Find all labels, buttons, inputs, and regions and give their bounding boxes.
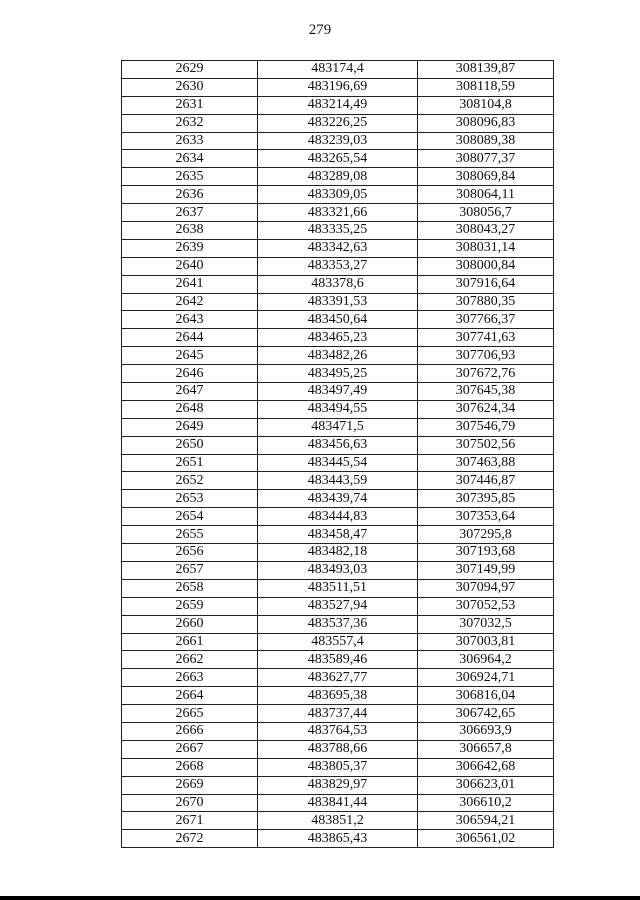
table-row <box>122 204 554 222</box>
x-coordinate-cell: 483335,25 <box>258 222 418 240</box>
x-coordinate-cell: 483265,54 <box>258 150 418 168</box>
table-row <box>122 365 554 383</box>
table-row <box>122 186 554 204</box>
point-number-cell: 2638 <box>122 222 258 240</box>
y-coordinate-cell: 307880,35 <box>418 293 554 311</box>
table-row <box>122 669 554 687</box>
x-coordinate-cell: 483557,4 <box>258 633 418 651</box>
y-coordinate-cell: 306623,01 <box>418 776 554 794</box>
x-coordinate-cell: 483226,25 <box>258 114 418 132</box>
y-coordinate-cell: 307546,79 <box>418 418 554 436</box>
y-coordinate-cell: 306642,68 <box>418 758 554 776</box>
table-row <box>122 758 554 776</box>
x-coordinate-cell: 483289,08 <box>258 168 418 186</box>
y-coordinate-cell: 306924,71 <box>418 669 554 687</box>
y-coordinate-cell: 306561,02 <box>418 830 554 848</box>
x-coordinate-cell: 483239,03 <box>258 132 418 150</box>
point-number-cell: 2647 <box>122 383 258 401</box>
table-row <box>122 347 554 365</box>
point-number-cell: 2649 <box>122 418 258 436</box>
table-row <box>122 526 554 544</box>
point-number-cell: 2672 <box>122 830 258 848</box>
y-coordinate-cell: 306610,2 <box>418 794 554 812</box>
table-row <box>122 61 554 79</box>
x-coordinate-cell: 483493,03 <box>258 561 418 579</box>
point-number-cell: 2669 <box>122 776 258 794</box>
x-coordinate-cell: 483865,43 <box>258 830 418 848</box>
table-row <box>122 418 554 436</box>
point-number-cell: 2644 <box>122 329 258 347</box>
table-row <box>122 436 554 454</box>
table-row <box>122 490 554 508</box>
y-coordinate-cell: 307003,81 <box>418 633 554 651</box>
point-number-cell: 2668 <box>122 758 258 776</box>
point-number-cell: 2645 <box>122 347 258 365</box>
y-coordinate-cell: 308064,11 <box>418 186 554 204</box>
table-row <box>122 597 554 615</box>
point-number-cell: 2657 <box>122 561 258 579</box>
x-coordinate-cell: 483196,69 <box>258 78 418 96</box>
y-coordinate-cell: 308104,8 <box>418 96 554 114</box>
x-coordinate-cell: 483788,66 <box>258 740 418 758</box>
x-coordinate-cell: 483737,44 <box>258 705 418 723</box>
point-number-cell: 2658 <box>122 579 258 597</box>
scan-bottom-edge <box>0 896 640 900</box>
x-coordinate-cell: 483851,2 <box>258 812 418 830</box>
y-coordinate-cell: 308089,38 <box>418 132 554 150</box>
y-coordinate-cell: 307295,8 <box>418 526 554 544</box>
x-coordinate-cell: 483391,53 <box>258 293 418 311</box>
x-coordinate-cell: 483482,26 <box>258 347 418 365</box>
point-number-cell: 2636 <box>122 186 258 204</box>
point-number-cell: 2670 <box>122 794 258 812</box>
y-coordinate-cell: 308139,87 <box>418 61 554 79</box>
point-number-cell: 2650 <box>122 436 258 454</box>
y-coordinate-cell: 307645,38 <box>418 383 554 401</box>
table-row <box>122 794 554 812</box>
table-row <box>122 114 554 132</box>
y-coordinate-cell: 308069,84 <box>418 168 554 186</box>
point-number-cell: 2651 <box>122 454 258 472</box>
point-number-cell: 2665 <box>122 705 258 723</box>
x-coordinate-cell: 483527,94 <box>258 597 418 615</box>
x-coordinate-cell: 483482,18 <box>258 544 418 562</box>
x-coordinate-cell: 483511,51 <box>258 579 418 597</box>
point-number-cell: 2635 <box>122 168 258 186</box>
x-coordinate-cell: 483309,05 <box>258 186 418 204</box>
point-number-cell: 2656 <box>122 544 258 562</box>
y-coordinate-cell: 307672,76 <box>418 365 554 383</box>
point-number-cell: 2646 <box>122 365 258 383</box>
x-coordinate-cell: 483214,49 <box>258 96 418 114</box>
x-coordinate-cell: 483353,27 <box>258 257 418 275</box>
y-coordinate-cell: 308118,59 <box>418 78 554 96</box>
table-row <box>122 257 554 275</box>
point-number-cell: 2671 <box>122 812 258 830</box>
point-number-cell: 2643 <box>122 311 258 329</box>
y-coordinate-cell: 307052,53 <box>418 597 554 615</box>
y-coordinate-cell: 307741,63 <box>418 329 554 347</box>
point-number-cell: 2637 <box>122 204 258 222</box>
table-row <box>122 687 554 705</box>
page-number: 279 <box>308 22 332 38</box>
point-number-cell: 2653 <box>122 490 258 508</box>
point-number-cell: 2661 <box>122 633 258 651</box>
y-coordinate-cell: 307446,87 <box>418 472 554 490</box>
x-coordinate-cell: 483444,83 <box>258 508 418 526</box>
y-coordinate-cell: 306742,65 <box>418 705 554 723</box>
table-body <box>122 61 554 848</box>
point-number-cell: 2642 <box>122 293 258 311</box>
y-coordinate-cell: 306657,8 <box>418 740 554 758</box>
table-row <box>122 275 554 293</box>
y-coordinate-cell: 306594,21 <box>418 812 554 830</box>
y-coordinate-cell: 307395,85 <box>418 490 554 508</box>
x-coordinate-cell: 483627,77 <box>258 669 418 687</box>
y-coordinate-cell: 306816,04 <box>418 687 554 705</box>
table-row <box>122 239 554 257</box>
point-number-cell: 2666 <box>122 722 258 740</box>
x-coordinate-cell: 483537,36 <box>258 615 418 633</box>
point-number-cell: 2640 <box>122 257 258 275</box>
y-coordinate-cell: 307463,88 <box>418 454 554 472</box>
table-row <box>122 633 554 651</box>
y-coordinate-cell: 307624,34 <box>418 400 554 418</box>
x-coordinate-cell: 483378,6 <box>258 275 418 293</box>
point-number-cell: 2633 <box>122 132 258 150</box>
y-coordinate-cell: 308043,27 <box>418 222 554 240</box>
point-number-cell: 2659 <box>122 597 258 615</box>
point-number-cell: 2652 <box>122 472 258 490</box>
y-coordinate-cell: 308056,7 <box>418 204 554 222</box>
y-coordinate-cell: 308077,37 <box>418 150 554 168</box>
table-row <box>122 150 554 168</box>
point-number-cell: 2660 <box>122 615 258 633</box>
x-coordinate-cell: 483805,37 <box>258 758 418 776</box>
table-row <box>122 329 554 347</box>
table-row <box>122 222 554 240</box>
table-row <box>122 454 554 472</box>
x-coordinate-cell: 483445,54 <box>258 454 418 472</box>
y-coordinate-cell: 307766,37 <box>418 311 554 329</box>
table-row <box>122 776 554 794</box>
point-number-cell: 2631 <box>122 96 258 114</box>
x-coordinate-cell: 483494,55 <box>258 400 418 418</box>
x-coordinate-cell: 483321,66 <box>258 204 418 222</box>
table-row <box>122 78 554 96</box>
y-coordinate-cell: 308000,84 <box>418 257 554 275</box>
point-number-cell: 2654 <box>122 508 258 526</box>
x-coordinate-cell: 483841,44 <box>258 794 418 812</box>
y-coordinate-cell: 307353,64 <box>418 508 554 526</box>
x-coordinate-cell: 483829,97 <box>258 776 418 794</box>
point-number-cell: 2662 <box>122 651 258 669</box>
y-coordinate-cell: 307193,68 <box>418 544 554 562</box>
table-row <box>122 615 554 633</box>
table-row <box>122 472 554 490</box>
table-row <box>122 812 554 830</box>
table-row <box>122 651 554 669</box>
y-coordinate-cell: 306964,2 <box>418 651 554 669</box>
x-coordinate-cell: 483439,74 <box>258 490 418 508</box>
x-coordinate-cell: 483465,23 <box>258 329 418 347</box>
x-coordinate-cell: 483695,38 <box>258 687 418 705</box>
y-coordinate-cell: 308031,14 <box>418 239 554 257</box>
point-number-cell: 2667 <box>122 740 258 758</box>
point-number-cell: 2629 <box>122 61 258 79</box>
table-row <box>122 579 554 597</box>
x-coordinate-cell: 483456,63 <box>258 436 418 454</box>
x-coordinate-cell: 483589,46 <box>258 651 418 669</box>
y-coordinate-cell: 306693,9 <box>418 722 554 740</box>
point-number-cell: 2648 <box>122 400 258 418</box>
table-row <box>122 740 554 758</box>
x-coordinate-cell: 483174,4 <box>258 61 418 79</box>
coordinates-table <box>121 60 554 848</box>
point-number-cell: 2634 <box>122 150 258 168</box>
point-number-cell: 2663 <box>122 669 258 687</box>
point-number-cell: 2632 <box>122 114 258 132</box>
table-row <box>122 544 554 562</box>
x-coordinate-cell: 483764,53 <box>258 722 418 740</box>
table-row <box>122 400 554 418</box>
table-row <box>122 311 554 329</box>
table-row <box>122 508 554 526</box>
table-row <box>122 96 554 114</box>
point-number-cell: 2639 <box>122 239 258 257</box>
point-number-cell: 2664 <box>122 687 258 705</box>
y-coordinate-cell: 307502,56 <box>418 436 554 454</box>
x-coordinate-cell: 483443,59 <box>258 472 418 490</box>
point-number-cell: 2641 <box>122 275 258 293</box>
y-coordinate-cell: 307916,64 <box>418 275 554 293</box>
table-row <box>122 561 554 579</box>
table-row <box>122 168 554 186</box>
x-coordinate-cell: 483471,5 <box>258 418 418 436</box>
y-coordinate-cell: 307094,97 <box>418 579 554 597</box>
point-number-cell: 2630 <box>122 78 258 96</box>
x-coordinate-cell: 483342,63 <box>258 239 418 257</box>
x-coordinate-cell: 483497,49 <box>258 383 418 401</box>
y-coordinate-cell: 307149,99 <box>418 561 554 579</box>
table-row <box>122 132 554 150</box>
point-number-cell: 2655 <box>122 526 258 544</box>
table-row <box>122 705 554 723</box>
y-coordinate-cell: 308096,83 <box>418 114 554 132</box>
table-row <box>122 722 554 740</box>
x-coordinate-cell: 483450,64 <box>258 311 418 329</box>
table-row <box>122 383 554 401</box>
y-coordinate-cell: 307706,93 <box>418 347 554 365</box>
y-coordinate-cell: 307032,5 <box>418 615 554 633</box>
table-row <box>122 293 554 311</box>
x-coordinate-cell: 483458,47 <box>258 526 418 544</box>
table-row <box>122 830 554 848</box>
x-coordinate-cell: 483495,25 <box>258 365 418 383</box>
